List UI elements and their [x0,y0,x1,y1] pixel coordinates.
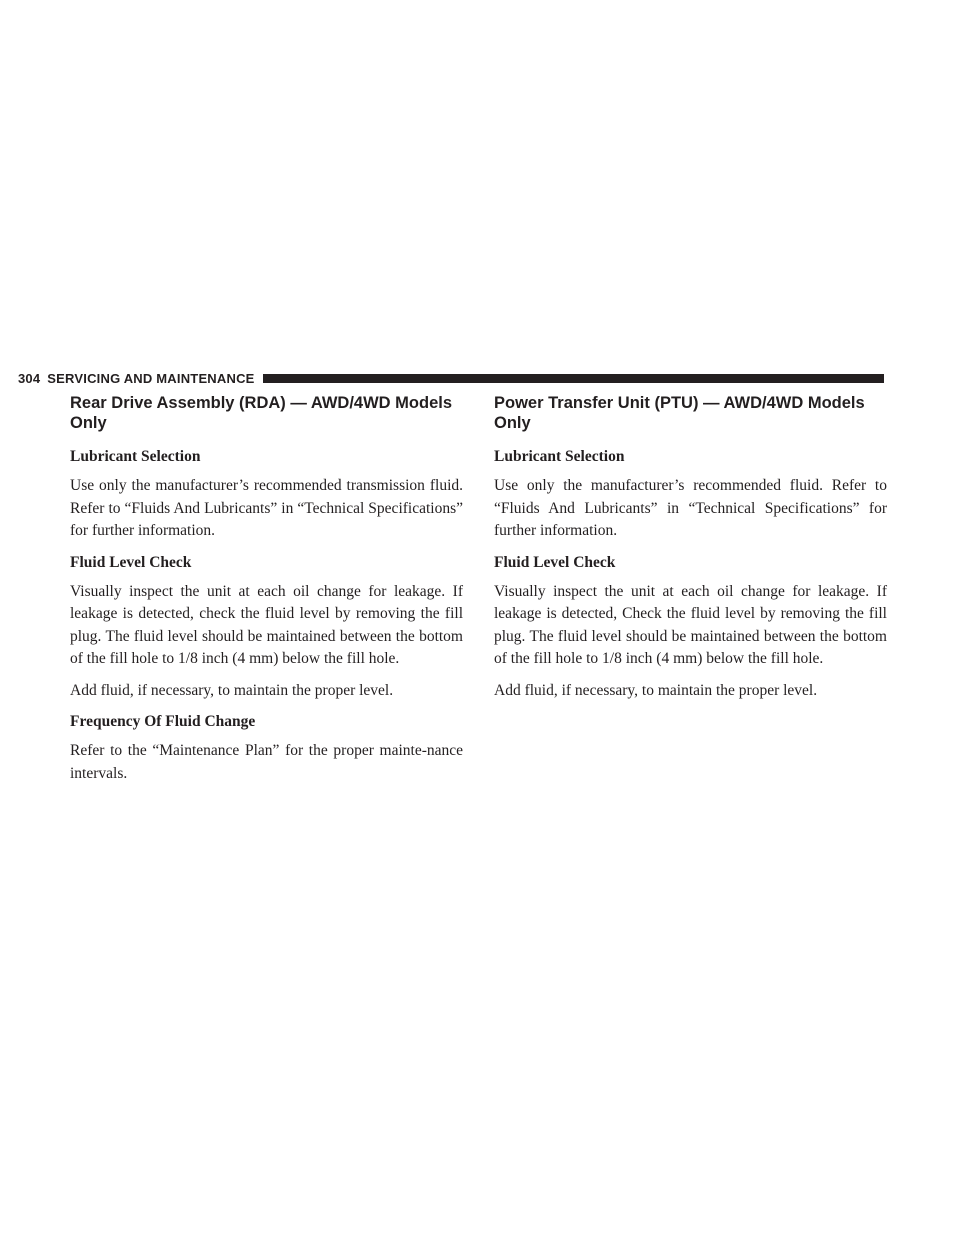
rda-lubricant-heading: Lubricant Selection [70,448,201,465]
section-title: SERVICING AND MAINTENANCE [47,370,255,386]
page-number: 304 [18,370,41,386]
ptu-title: Power Transfer Unit (PTU) — AWD/4WD Models Only [494,394,865,432]
rda-frequency-heading: Frequency Of Fluid Change [70,713,256,730]
left-column [70,393,463,794]
ptu-add-fluid-text: Add fluid, if necessary, to maintain the proper level. [494,681,818,699]
page-header [18,370,884,386]
ptu-fluid-check-heading: Fluid Level Check [494,553,616,571]
ptu-lubricant-text: Use only the manufacturer’s recommended fluid. Refer to “Fluids And Lubricants” in “Technical Specifications” for further information. [494,477,887,539]
rda-title: Rear Drive Assembly (RDA) — AWD/4WD Models Only [70,394,453,432]
right-column [494,393,887,711]
rda-frequency-text: Refer to the “Maintenance Plan” for the proper mainte-nance intervals. [70,742,463,782]
ptu-fluid-check-text: Visually inspect the unit at each oil change for leakage. If leakage is detected, Check the fluid level by removing the fill plug. The fluid level should be maintained between the bottom of the fill hole to 1/8 inch (4 mm) below the fill hole. [494,582,887,667]
rda-lubricant-text: Use only the manufacturer’s recommended transmission fluid. Refer to “Fluids And Lubricants” in “Technical Specifications” for further information. [70,477,463,539]
rda-fluid-check-text: Visually inspect the unit at each oil change for leakage. If leakage is detected, check the fluid level by removing the fill plug. The fluid level should be maintained between the bottom of the fill hole to 1/8 inch (4 mm) below the fill hole. [70,582,463,667]
rda-fluid-check-heading: Fluid Level Check [70,553,192,571]
rda-add-fluid-text: Add fluid, if necessary, to maintain the proper level. [70,681,394,699]
ptu-lubricant-heading: Lubricant Selection [494,448,625,465]
header-rule [263,374,884,383]
